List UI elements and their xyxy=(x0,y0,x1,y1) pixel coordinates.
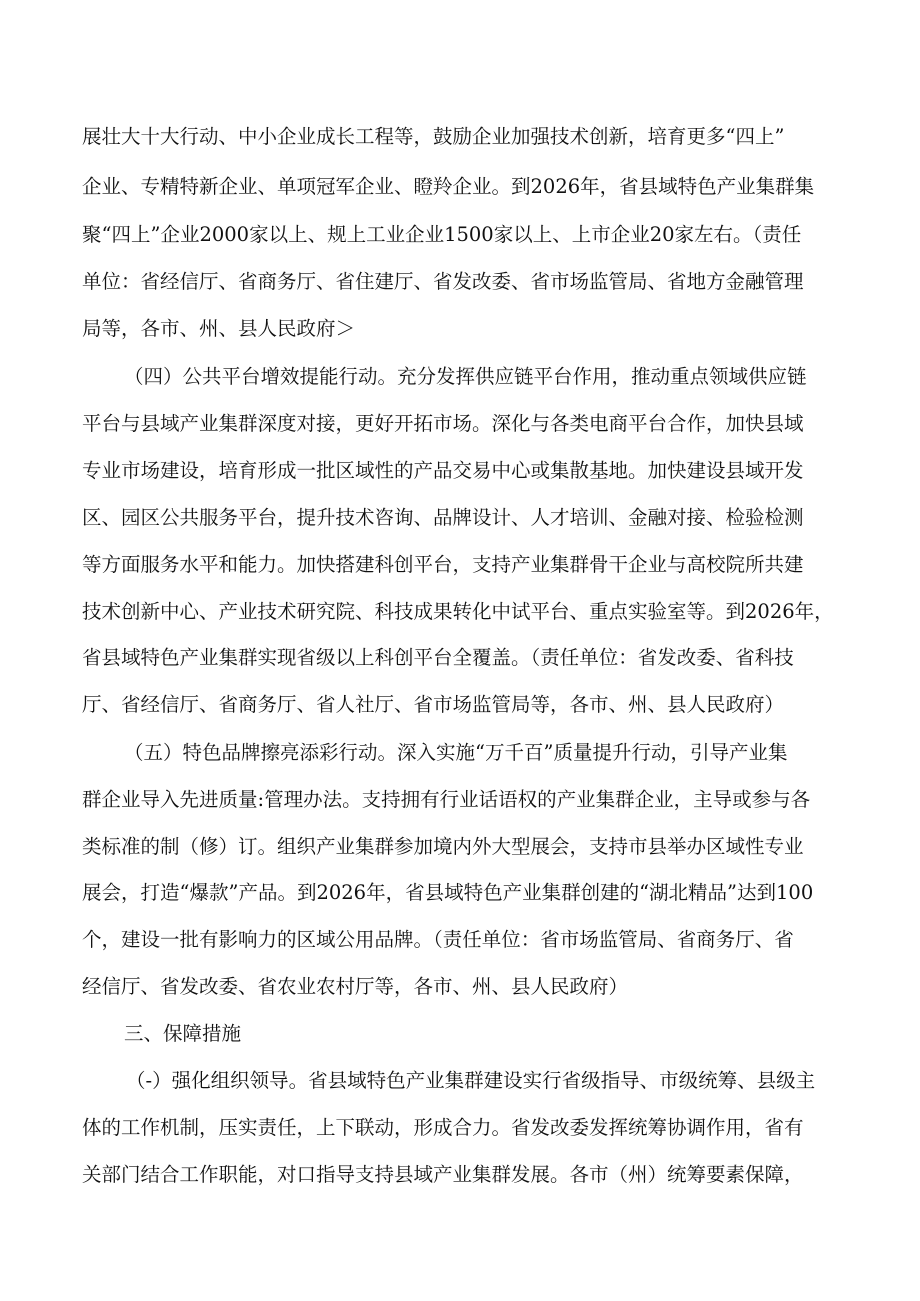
text-line: 聚“四上”企业2000家以上、规上工业企业1500家以上、上市企业20家左右。（责任 xyxy=(82,223,802,246)
text-line: 企业、专精特新企业、单项冠军企业、瞪羚企业。到2026年，省县域特色产业集群集 xyxy=(82,175,815,198)
text-line: 厅、省经信厅、省商务厅、省人社厅、省市场监管局等，各市、州、县人民政府） xyxy=(82,693,785,716)
heading-text: 三、保障措施 xyxy=(124,1022,242,1045)
text-line: 单位：省经信厅、省商务厅、省住建厅、省发改委、省市场监管局、省地方金融管理 xyxy=(82,270,804,293)
text-line: 关部门结合工作职能，对口指导支持县域产业集群发展。各市（州）统筹要素保障， xyxy=(82,1163,804,1186)
text-line: （四）公共平台增效提能行动。充分发挥供应链平台作用，推动重点领域供应链 xyxy=(124,365,807,388)
text-line: 专业市场建设，培育形成一批区域性的产品交易中心或集散基地。加快建设县域开发 xyxy=(82,459,804,482)
text-line: （五）特色品牌擦亮添彩行动。深入实施“万千百”质量提升行动，引导产业集 xyxy=(124,741,788,764)
text-line: 类标准的制（修）订。组织产业集群参加境内外大型展会，支持市县举办区域性专业 xyxy=(82,835,804,858)
text-line: 群企业导入先进质量:管理办法。支持拥有行业话语权的产业集群企业，主导或参与各 xyxy=(82,788,811,811)
text-line: 经信厅、省发改委、省农业农村厅等，各市、州、县人民政府） xyxy=(82,975,629,998)
text-line: 局等，各市、州、县人民政府＞ xyxy=(82,317,356,340)
text-line: 区、园区公共服务平台，提升技术咨询、品牌设计、人才培训、金融对接、检验检测 xyxy=(82,506,804,529)
text-line: 个，建设一批有影响力的区域公用品牌。（责任单位：省市场监管局、省商务厅、省 xyxy=(82,928,794,951)
text-line: 体的工作机制，压实责任，上下联动，形成合力。省发改委发挥统筹协调作用，省有 xyxy=(82,1116,804,1139)
text-line: 平台与县域产业集群深度对接，更好开拓市场。深化与各类电商平台合作，加快县域 xyxy=(82,412,804,435)
text-line: 展壮大十大行动、中小企业成长工程等，鼓励企业加强技术创新，培育更多“四上” xyxy=(82,125,785,148)
text-line: 展会，打造“爆款”产品。到2026年，省县域特色产业集群创建的“湖北精品”达到100 xyxy=(82,881,814,904)
text-line: 技术创新中心、产业技术研究院、科技成果转化中试平台、重点实验室等。到2026年， xyxy=(82,600,834,623)
text-line: （-）强化组织领导。省县域特色产业集群建设实行省级指导、市级统筹、县级主 xyxy=(126,1069,816,1092)
text-line: 省县域特色产业集群实现省级以上科创平台全覆盖。（责任单位：省发改委、省科技 xyxy=(82,646,794,669)
text-line: 等方面服务水平和能力。加快搭建科创平台，支持产业集群骨干企业与高校院所共建 xyxy=(82,553,804,576)
